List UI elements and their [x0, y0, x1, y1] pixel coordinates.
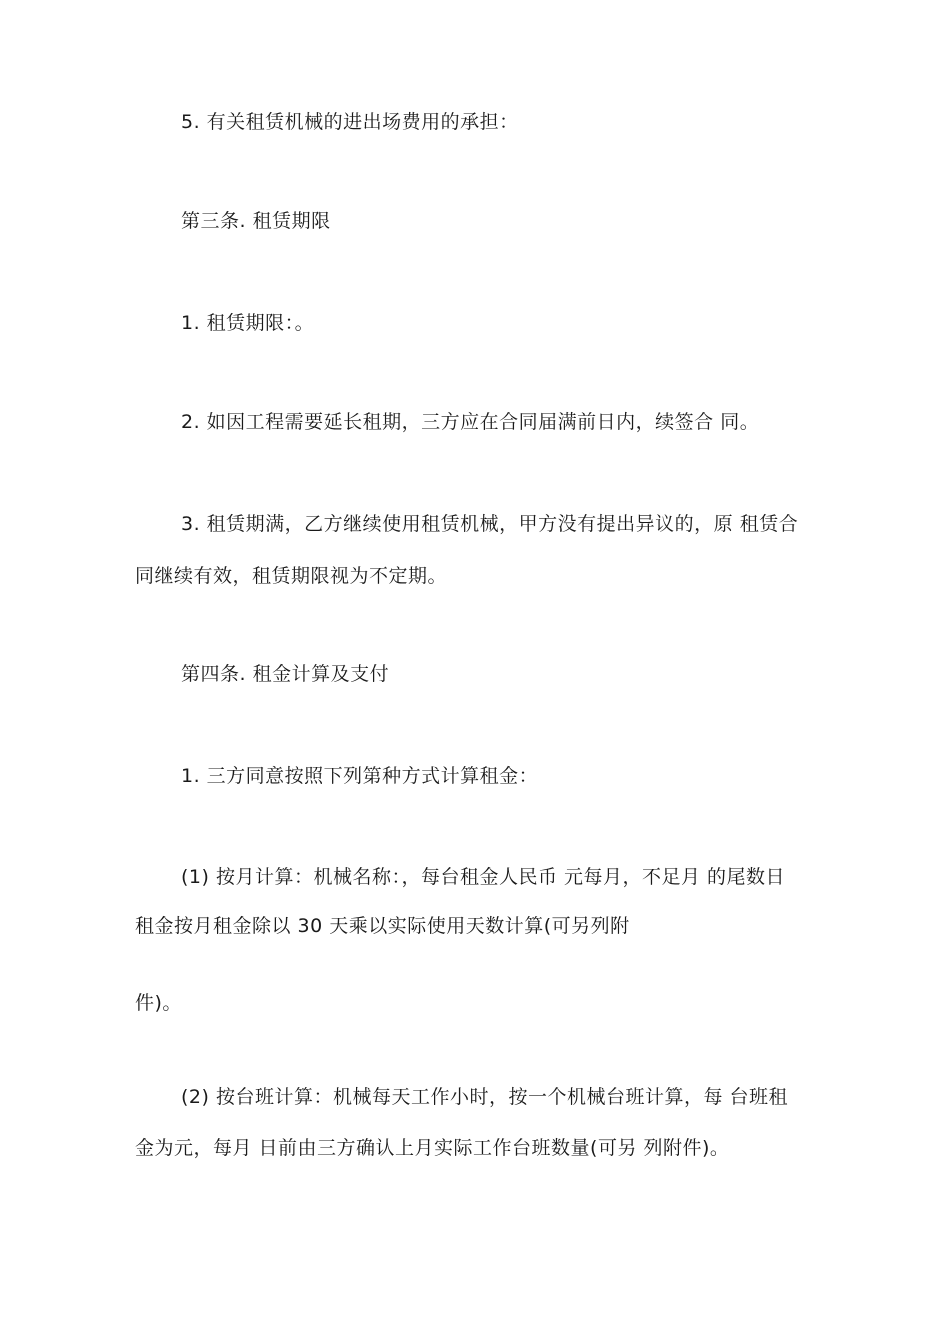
- article-3-heading: 第三条. 租赁期限: [181, 210, 331, 232]
- article-4-item-1-sub-2-line-1: (2) 按台班计算：机械每天工作小时，按一个机械台班计算，每 台班租: [181, 1086, 788, 1108]
- article-3-item-2: 2. 如因工程需要延长租期，三方应在合同届满前日内，续签合 同。: [181, 411, 760, 433]
- article-4-heading: 第四条. 租金计算及支付: [181, 663, 390, 685]
- article-4-item-1-sub-1-line-1: (1) 按月计算：机械名称：，每台租金人民币 元每月，不足月 的尾数日: [181, 866, 786, 888]
- article-3-item-3-line-1: 3. 租赁期满，乙方继续使用租赁机械，甲方没有提出异议的，原 租赁合: [181, 513, 799, 535]
- clause-item-5-entry-exit-fees: 5. 有关租赁机械的进出场费用的承担：: [181, 111, 519, 133]
- article-4-item-1-sub-1-line-2: 租金按月租金除以 30 天乘以实际使用天数计算(可另列附: [135, 915, 630, 937]
- article-4-item-1-sub-1-line-3: 件)。: [135, 992, 182, 1014]
- article-4-item-1: 1. 三方同意按照下列第种方式计算租金：: [181, 765, 539, 787]
- article-3-item-1: 1. 租赁期限：。: [181, 312, 315, 334]
- article-4-item-1-sub-2-line-2: 金为元，每月 日前由三方确认上月实际工作台班数量(可另 列附件)。: [135, 1137, 730, 1159]
- article-3-item-3-line-2: 同继续有效，租赁期限视为不定期。: [135, 565, 448, 587]
